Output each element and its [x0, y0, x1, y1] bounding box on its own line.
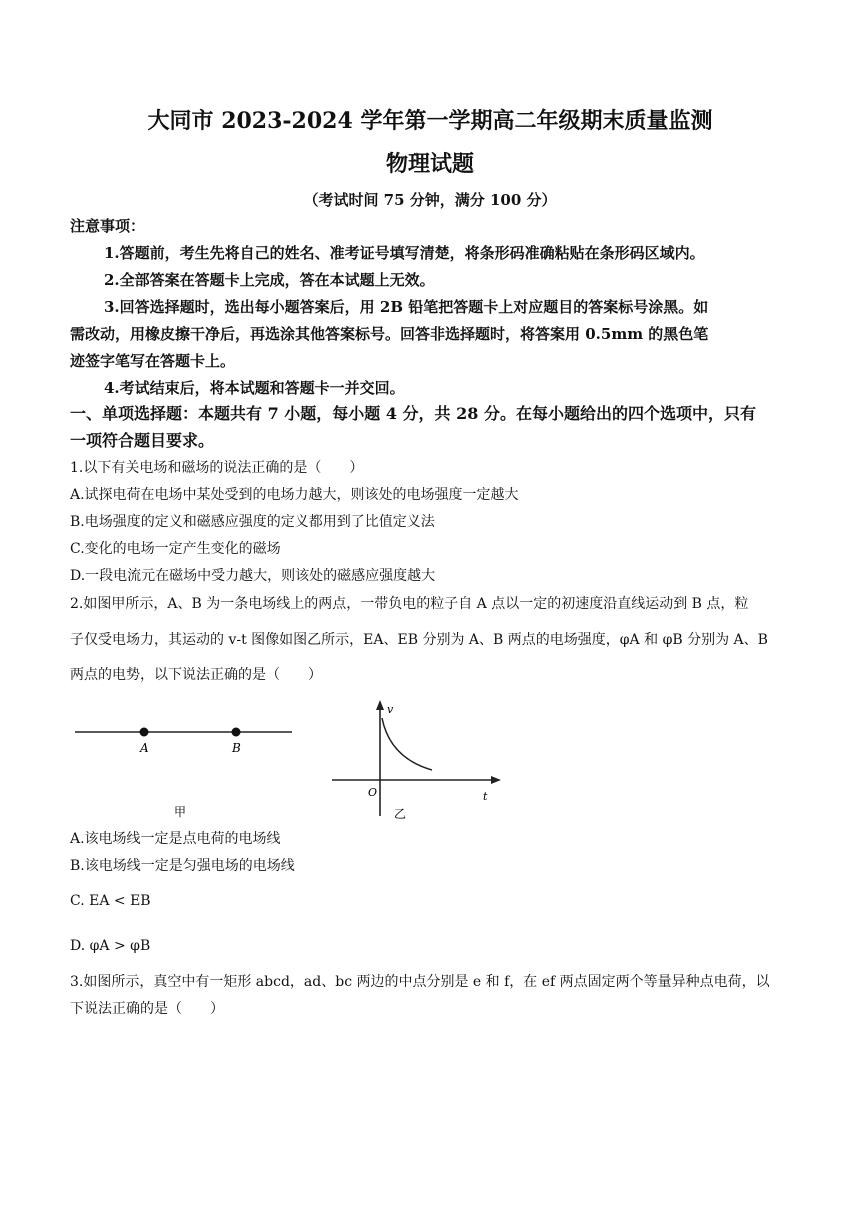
- v-axis-arrow: [376, 700, 384, 710]
- section-heading-line1: 一、单项选择题：本题共有 7 小题，每小题 4 分，共 28 分。在每小题给出的四个选项中，只有: [70, 404, 756, 423]
- point-a-dot: [140, 728, 149, 737]
- q1-option-a: A.试探电荷在电场中某处受到的电场力越大，则该处的电场强度一定越大: [70, 487, 519, 503]
- exam-title: 大同市 2023-2024 学年第一学期高二年级期末质量监测: [147, 108, 713, 134]
- point-b-label: B: [232, 741, 241, 755]
- t-axis-arrow: [491, 776, 501, 784]
- q1-option-d: D.一段电流元在磁场中受力越大，则该处的磁感应强度越大: [70, 568, 436, 584]
- figure-yi-vt-graph: [326, 696, 506, 824]
- figure-yi-caption: 乙: [394, 807, 407, 821]
- q1-option-b: B.电场强度的定义和磁感应强度的定义都用到了比值定义法: [70, 514, 435, 530]
- q1-option-c: C.变化的电场一定产生变化的磁场: [70, 541, 281, 557]
- figure-jia-caption: 甲: [174, 805, 187, 819]
- exam-info: （考试时间 75 分钟，满分 100 分）: [303, 191, 557, 209]
- q2-stem-line3: 两点的电势，以下说法正确的是（ ）: [70, 667, 322, 683]
- q2-stem-line1: 2.如图甲所示，A、B 为一条电场线上的两点，一带负电的粒子自 A 点以一定的初速度沿直线运动到 B 点，粒: [70, 596, 749, 612]
- point-a-label: A: [140, 741, 149, 755]
- note-item-4: 4.考试结束后，将本试题和答题卡一并交回。: [104, 379, 405, 397]
- q1-stem: 1.以下有关电场和磁场的说法正确的是（ ）: [70, 460, 364, 476]
- note-item-3-cont-2: 迹签字笔写在答题卡上。: [70, 352, 236, 370]
- note-item-1: 1.答题前，考生先将自己的姓名、准考证号填写清楚，将条形码准确粘贴在条形码区域内。: [104, 244, 705, 262]
- notes-heading: 注意事项：: [70, 217, 146, 235]
- figure-jia-field-line: [70, 712, 300, 822]
- q2-option-b: B.该电场线一定是匀强电场的电场线: [70, 858, 295, 874]
- note-item-3-cont-1: 需改动，用橡皮擦干净后，再选涂其他答案标号。回答非选择题时，将答案用 0.5mm 的黑色笔: [70, 325, 709, 343]
- section-heading-line2: 一项符合题目要求。: [70, 431, 215, 450]
- q2-stem-line2: 子仅受电场力，其运动的 v-t 图像如图乙所示，EA、EB 分别为 A、B 两点的电场强度，φA 和 φB 分别为 A、B: [70, 632, 768, 648]
- note-item-2: 2.全部答案在答题卡上完成，答在本试题上无效。: [104, 271, 435, 289]
- origin-label: O: [368, 786, 378, 799]
- q2-option-a: A.该电场线一定是点电荷的电场线: [70, 831, 281, 847]
- subject-title: 物理试题: [385, 151, 474, 177]
- q3-stem-line2: 下说法正确的是（ ）: [70, 1001, 224, 1017]
- t-axis-label: t: [483, 790, 488, 803]
- point-b-dot: [232, 728, 241, 737]
- q2-option-c: C. EA < EB: [70, 893, 151, 909]
- note-item-3: 3.回答选择题时，选出每小题答案后，用 2B 铅笔把答题卡上对应题目的答案标号涂黑。如: [104, 298, 709, 316]
- vt-curve: [382, 718, 432, 770]
- q2-option-d: D. φA > φB: [70, 938, 151, 954]
- v-axis-label: v: [387, 703, 394, 716]
- q3-stem-line1: 3.如图所示，真空中有一矩形 abcd，ad、bc 两边的中点分别是 e 和 f，在 ef 两点固定两个等量异种点电荷，以: [70, 974, 770, 990]
